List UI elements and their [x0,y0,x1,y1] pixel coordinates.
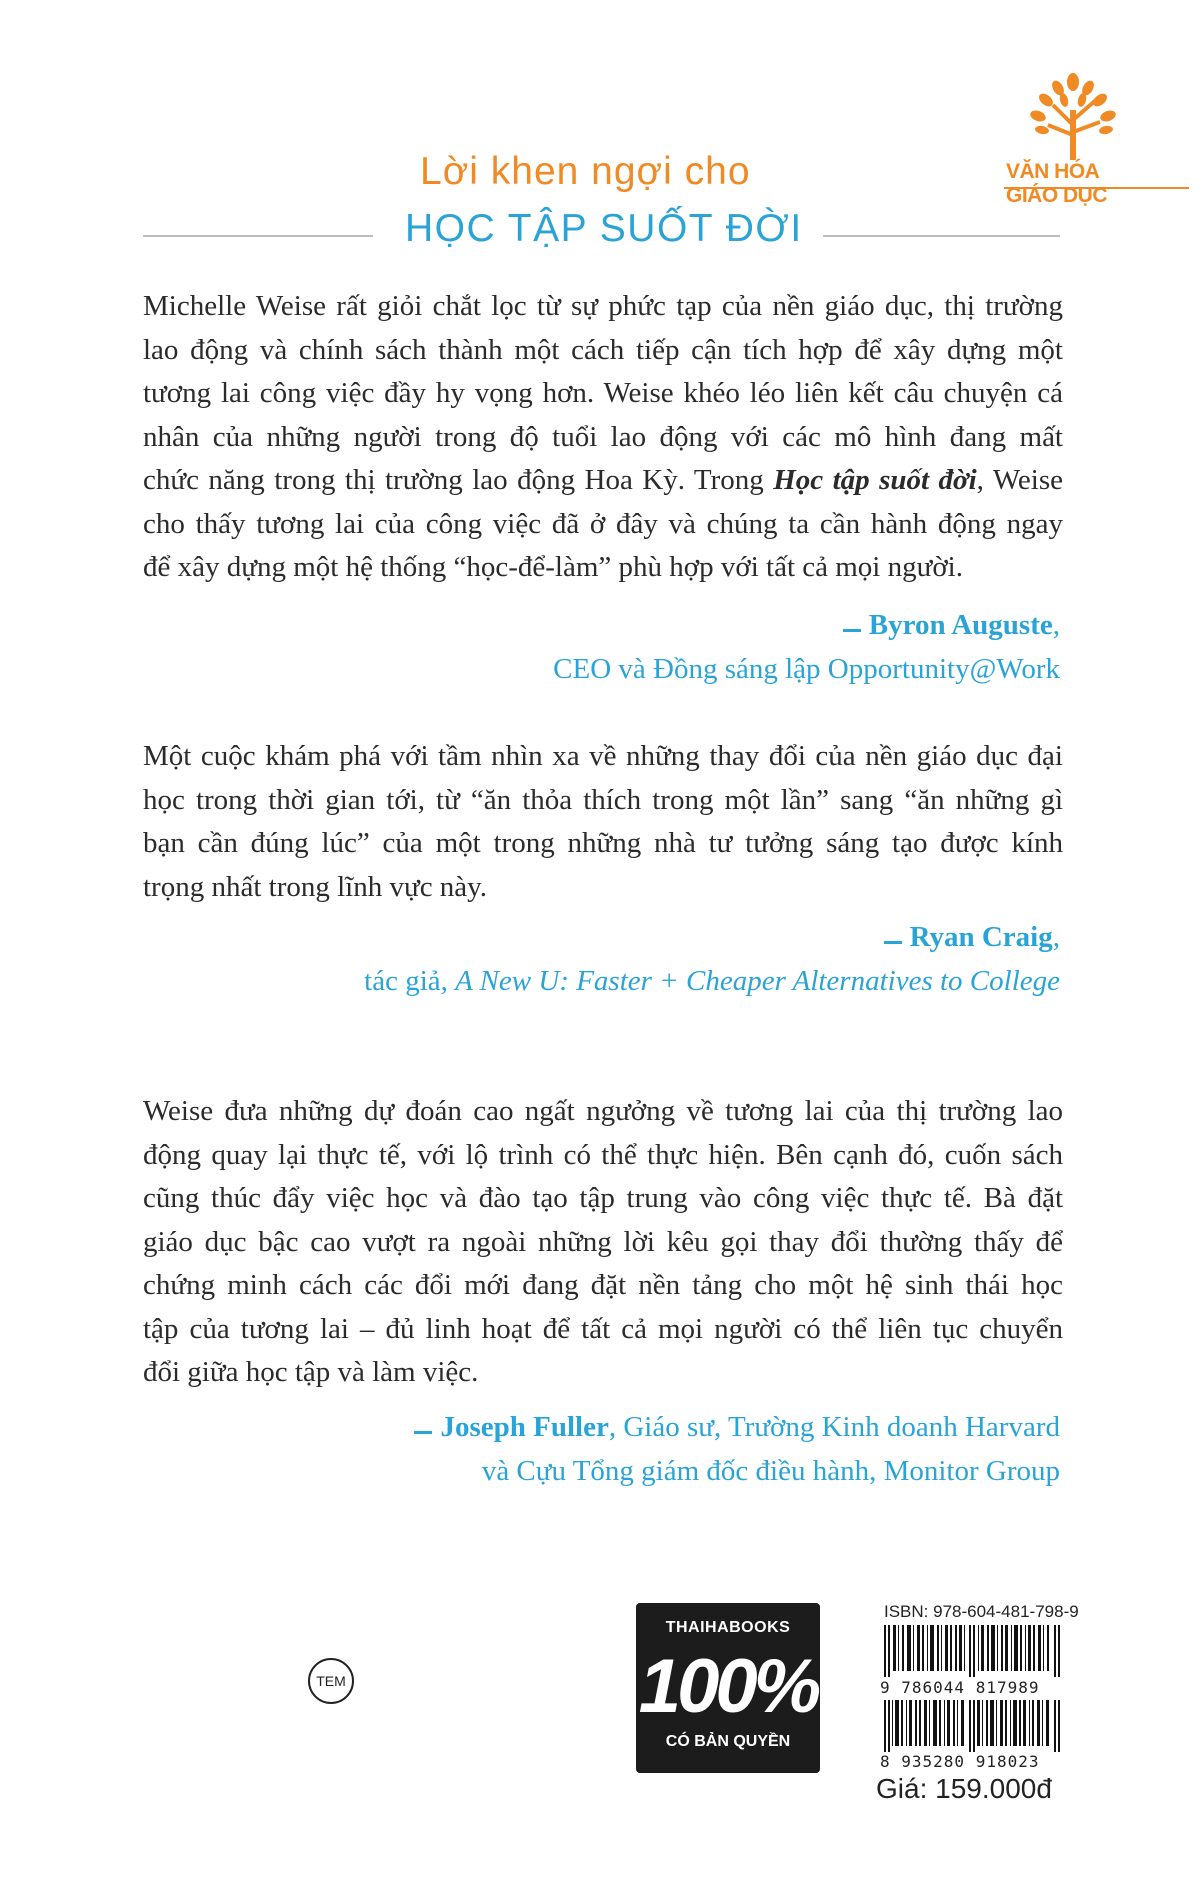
book-title-emphasis: Học tập suốt đời [773,464,977,496]
review-line: động quay lại thực tế, với lộ trình có thể thực hiện. Bên cạnh đó, cuốn sách [143,1138,1063,1171]
review-2-text [143,735,1063,909]
badge-subtitle: CÓ BẢN QUYỀN [665,1733,791,1750]
review-2-attribution [364,915,1060,1003]
isbn-label: ISBN: 978-604-481-798-9 [884,1602,1079,1621]
dash-icon [843,629,861,632]
heading-rule-right [823,235,1060,237]
review-line: trọng nhất trong lĩnh vực này. [143,870,488,903]
ean-barcode-icon [884,1700,1060,1752]
review-line-part: , Weise [976,464,1063,496]
author-role: CEO và Đồng sáng lập Opportunity@Work [553,653,1060,685]
author-name: Ryan Craig [909,921,1053,953]
price-label: Giá: 159.000đ [876,1773,1052,1804]
author-role-prefix: tác giả, [364,965,456,997]
author-role-line2: và Cựu Tổng giám đốc điều hành, Monitor Group [481,1455,1060,1487]
logo-text-line2: GIÁO DỤC [1006,184,1107,207]
author-suffix: , [1052,609,1060,641]
review-line: lao động và chính sách thành một cách tiếp cận tích hợp để xây dựng một [143,333,1063,366]
tem-stamp: TEM [308,1658,354,1704]
review-line: giáo dục bậc cao vượt ra ngoài những lời kêu gọi thay đổi thường thấy để [143,1225,1063,1258]
review-line: Một cuộc khám phá với tầm nhìn xa về những thay đổi của nền giáo dục đại [143,740,1063,772]
heading-book-title: HỌC TẬP SUỐT ĐỜI [405,207,803,250]
review-line: tương lai công việc đầy hy vọng hơn. Weise khéo léo liên kết câu chuyện cá [143,377,1063,409]
logo-text-line1: VĂN HÓA [1006,160,1100,183]
heading-rule-left [143,235,373,237]
review-line: Michelle Weise rất giỏi chắt lọc từ sự phức tạp của nền giáo dục, thị trường [143,290,1063,322]
review-line: đổi giữa học tập và làm việc. [143,1356,479,1388]
isbn-barcode-digits: 9 786044 817989 [880,1678,1040,1697]
heading-praise: Lời khen ngợi cho [420,150,751,193]
badge-brand: THAIHABOOKS [665,1619,791,1636]
review-line-part: chức năng trong thị trường lao động Hoa Kỳ. Trong [143,464,774,496]
review-line [143,459,1063,503]
review-line: học trong thời gian tới, từ “ăn thỏa thích trong một lần” sang “ăn những gì [143,783,1063,816]
review-line: nhân của những người trong độ tuổi lao động với các mô hình đang mất [143,420,1063,453]
review-line: để xây dựng một hệ thống “học-để-làm” phù hợp với tất cả mọi người. [143,551,963,583]
author-suffix: , [1052,921,1060,953]
review-line: cũng thúc đẩy việc học và đào tạo tập trung vào công việc thực tế. Bà đặt [143,1182,1063,1214]
review-line: tập của tương lai – đủ linh hoạt để tất cả mọi người có thể liên tục chuyển [143,1312,1063,1345]
review-1-text [143,285,1063,590]
review-line: cho thấy tương lai của công việc đã ở đây và chúng ta cần hành động ngay [143,507,1063,540]
author-book-title: A New U: Faster + Cheaper Alternatives to College [455,965,1060,997]
author-role-line1: , Giáo sư, Trường Kinh doanh Harvard [608,1411,1060,1443]
author-name: Byron Auguste [868,609,1053,641]
dash-icon [414,1431,432,1434]
review-1-attribution [553,603,1060,691]
publisher-logo [1000,70,1190,207]
copyright-badge [636,1603,820,1773]
review-line: bạn cần đúng lúc” của một trong những nhà tư tưởng sáng tạo được kính [143,827,1063,859]
ean-barcode-digits: 8 935280 918023 [880,1752,1040,1771]
review-3-text [143,1090,1063,1395]
review-line: Weise đưa những dự đoán cao ngất ngưởng về tương lai của thị trường lao [143,1095,1063,1127]
tree-logo-icon [1018,70,1128,165]
author-name: Joseph Fuller [440,1411,609,1443]
isbn-barcode-icon [884,1625,1060,1677]
badge-number: 100% [638,1644,818,1729]
dash-icon [884,941,902,944]
review-3-attribution [414,1405,1060,1493]
review-line: chứng minh cách các đổi mới đang đặt nền tảng cho một hệ sinh thái học [143,1269,1063,1301]
